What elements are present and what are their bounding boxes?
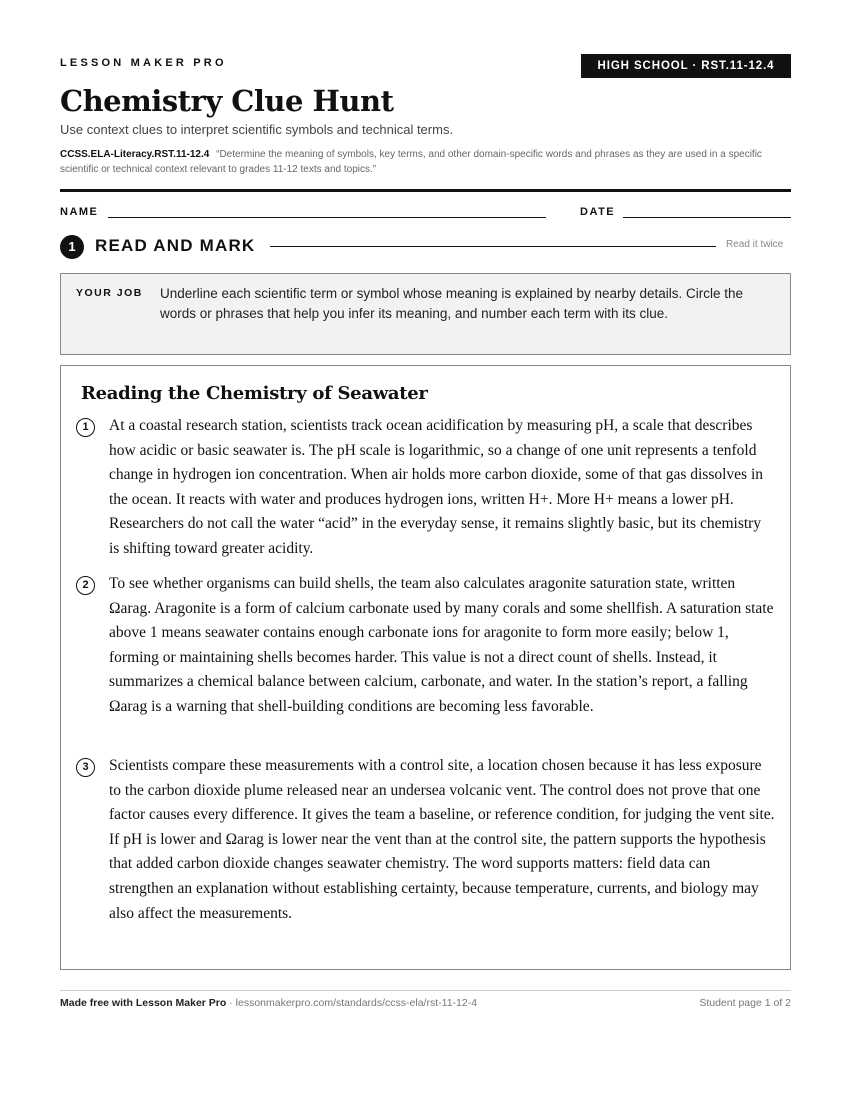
instructions-text: Underline each scientific term or symbol whose meaning is explained by nearby details. Circle the words or phrases that help you infer its meaning, and number each term with its clue. [160,286,744,321]
standard-code: CCSS.ELA-Literacy.RST.11-12.4 [60,149,210,160]
footer-url[interactable]: · lessonmakerpro.com/standards/ccss-ela/rst-11-12-4 [226,997,478,1009]
header-divider [60,189,791,192]
date-line[interactable] [623,217,791,218]
instructions-label: YOUR JOB [76,287,143,299]
brand-name: LESSON MAKER PRO [60,57,227,69]
date-label: DATE [580,206,616,218]
reading-title: Reading the Chemistry of Seawater [81,383,428,404]
page-subtitle: Use context clues to interpret scientific symbols and technical terms. [60,122,454,137]
name-line[interactable] [108,217,546,218]
paragraph-number-2: 2 [76,576,95,595]
section-divider [270,246,716,247]
section-note: Read it twice [726,239,784,250]
paragraph-number-3: 3 [76,758,95,777]
section-title: READ AND MARK [95,236,256,255]
name-label: NAME [60,206,99,218]
paragraph-number-1: 1 [76,418,95,437]
paragraph-2: To see whether organisms can build shells, the team also calculates aragonite saturation state, written Ωarag. Aragonite is a form of calcium carbonate used by many corals and some shellfish. A saturation state above 1 means seawater contains enough carbonate ions for aragonite to form more easily; below 1, forming or maintaining shells becomes harder. This value is not a direct count of shells. Instead, it summarizes a chemical balance between calcium, carbonate, and water. In the station’s report, a falling Ωarag is a warning that shell-building conditions are becoming less favorable. [109,575,774,715]
standard-text: “Determine the meaning of symbols, key terms, and other domain-specific words and phrases as they are used in a specific scientific or technical context relevant to grades 11-12 texts and topics.” [60,149,762,175]
reading-passage-box [60,365,791,970]
paragraph-3: Scientists compare these measurements with a control site, a location chosen because it has less exposure to the carbon dioxide plume released near an undersea volcanic vent. The control does not prove that one factor causes every difference. It gives the team a baseline, or reference condition, for judging the vent site. If pH is lower and Ωarag is lower near the vent than at the control site, the pattern supports the hypothesis that added carbon dioxide changes seawater chemistry. The word supports matters: field data can strengthen an explanation without establishing certainty, because temperature, currents, and biology may also affect the measurements. [109,757,775,922]
page-title: Chemistry Clue Hunt [60,84,394,118]
footer-credit [60,997,477,1009]
instructions-box [60,273,791,355]
grade-badge: HIGH SCHOOL · RST.11-12.4 [581,54,791,78]
section-number-badge: 1 [60,235,84,259]
footer-made-with: Made free with Lesson Maker Pro [60,997,227,1009]
footer-divider [60,990,791,991]
standard-description [60,147,792,177]
page-indicator: Student page 1 of 2 [699,997,791,1009]
paragraph-1: At a coastal research station, scientists track ocean acidification by measuring pH, a scale that describes how acidic or basic seawater is. The pH scale is logarithmic, so a change of one unit represents a tenfold change in hydrogen ion concentration. When air holds more carbon dioxide, some of that gas dissolves in the ocean. It reacts with water and produces hydrogen ions, written H+. More H+ means a lower pH. Researchers do not call the water “acid” in the everyday sense, it remains slightly basic, but its chemistry is shifting toward greater acidity. [109,417,763,557]
